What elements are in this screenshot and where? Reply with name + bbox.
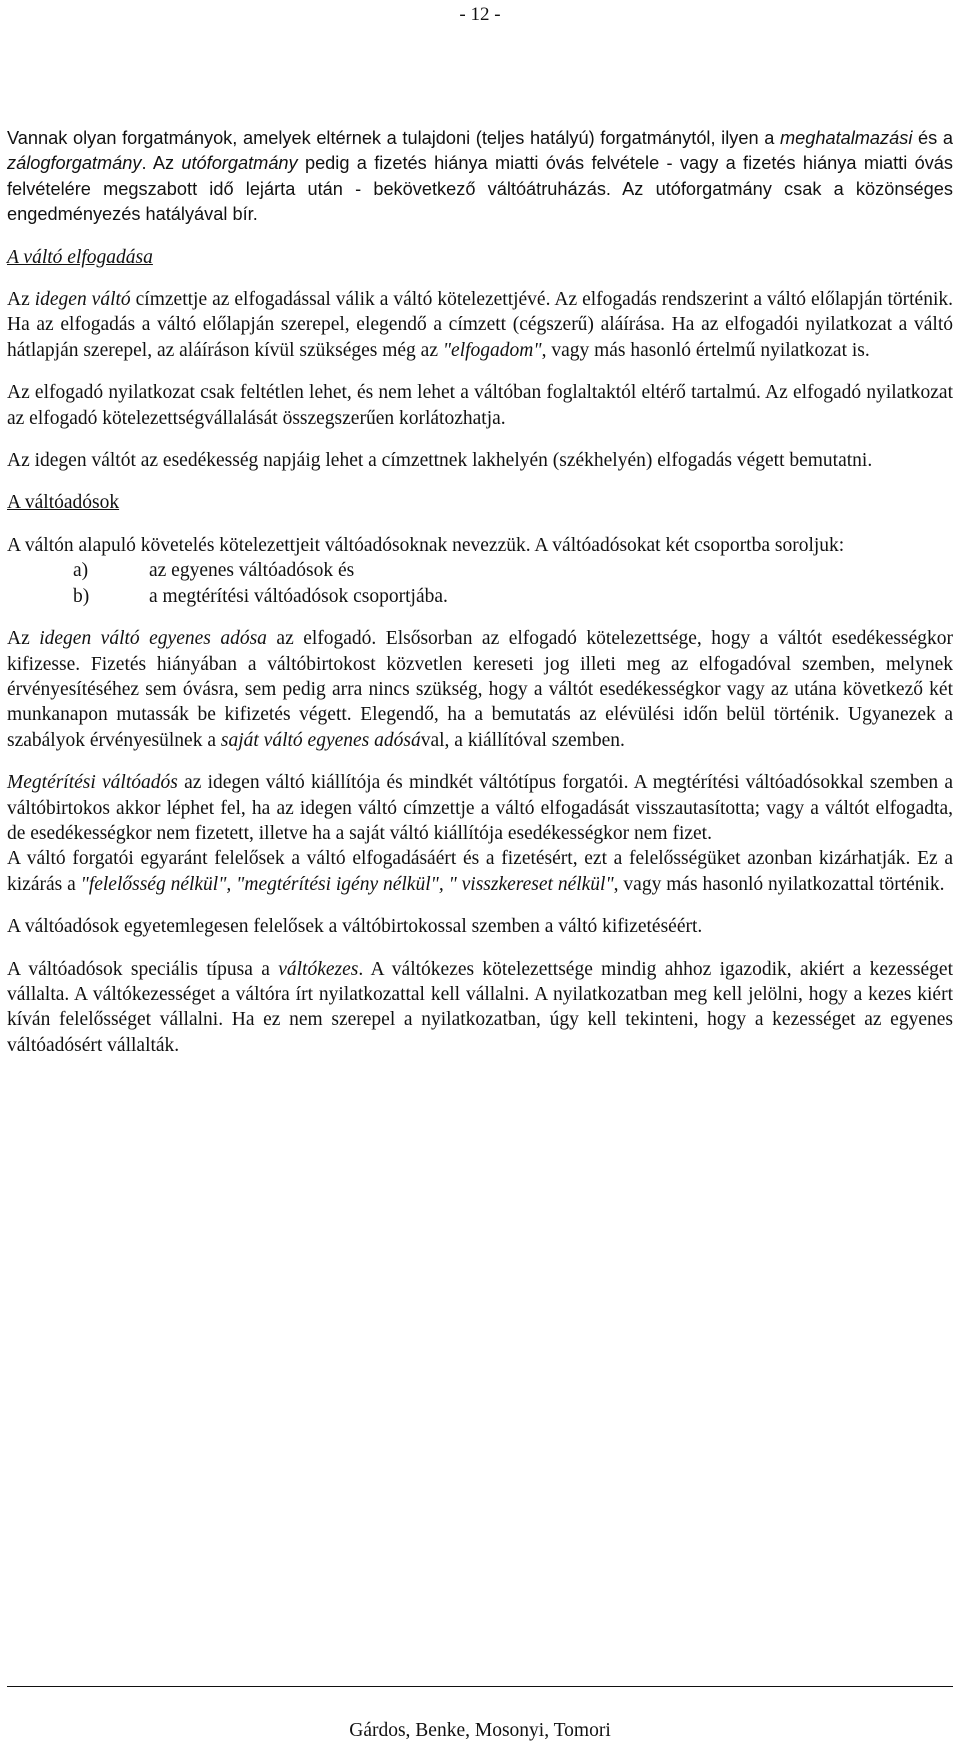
paragraph-egyenes-adosa: Az idegen váltó egyenes adósa az elfogadó. Elsősorban az elfogadó kötelezettsége, hogy a váltót esedékességkor kifizesse. Fizetés hiányában a váltóbirtokost közvetlen kereseti jog illeti meg az elfogadóval szemben, melynek érvényesítéséhez sem óvásra, sem pedig arra nincs szükség, hogy a váltót esedékességkor vagy az utána következő két munkanapon mutassák be kifizetés végett. Elegendő, ha a bemutatás az elévülési időn belül történik. Ugyanezek a szabályok érvényesülnek a saját váltó egyenes adósával, a kiállítóval szemben. bbox=[7, 628, 953, 751]
paragraph-megteritesi-valtoados: Megtérítési váltóadós az idegen váltó kiállítója és mindkét váltótípus forgatói. A megtérítési váltóadósokkal szemben a váltóbirtokos akkor léphet fel, ha az idegen váltó címzettje a váltó elfogadását visszautasította; vagy a váltót elfogadta, de esedékességkor nem fizetett, illetve ha a saját váltó kiállítója esedékességkor nem fizet. bbox=[7, 772, 953, 844]
paragraph-valtokezes: A váltóadósok speciális típusa a váltókezes. A váltókezes kötelezettsége mindig ahhoz igazodik, akiért a kezességet vállalta. A váltókezességet a váltóra írt nyilatkozattal kell vállalni. A nyilatkozatban meg kell jelölni, hogy a kezes kiért kíván felelősséget vállalni. Ha ez nem szerepel a nyilatkozatban, úgy kell tekinteni, hogy a kezességet az egyenes váltóadósért vállalták. bbox=[7, 958, 953, 1056]
paragraph-elfogado-nyilatkozat: Az elfogadó nyilatkozat csak feltétlen lehet, és nem lehet a váltóban foglaltaktól eltérő tartalmú. Az elfogadó nyilatkozat az elfogadó kötelezettségvállalását összegszerűen korlátozhatja. bbox=[7, 382, 953, 429]
paragraph-forgatok-felelossege: A váltó forgatói egyaránt felelősek a váltó elfogadásáért és a fizetésért, ezt a felelősségüket azonban kizárhatják. Ez a kizárás a "felelősség nélkül", "megtérítési igény nélkül", " visszkereset nélkül", vagy más hasonló nyilatkozattal történik. bbox=[7, 848, 953, 895]
paragraph-forgatmanyok: Vannak olyan forgatmányok, amelyek eltérnek a tulajdoni (teljes hatályú) forgatmánytól, ilyen a meghatalmazási és a zálogforgatmány. Az utóforgatmány pedig a fizetés hiánya miatti óvás felvétele - vagy a fizetés hiánya miatti óvás felvételére megszabott idő lejárta után - bekövetkező váltóátruházás. Az utóforgatmány csak a közönséges engedményezés hatályával bír. bbox=[7, 128, 953, 225]
list-text: az egyenes váltóadósok és bbox=[149, 560, 355, 582]
footer-divider bbox=[7, 1686, 953, 1687]
list-marker: b) bbox=[73, 585, 90, 607]
heading-valtoadosok: A váltóadósok bbox=[7, 492, 120, 514]
list-text: a megtérítési váltóadósok csoportjába. bbox=[149, 585, 448, 607]
heading-valto-elfogadasa: A váltó elfogadása bbox=[7, 246, 153, 268]
list-item bbox=[7, 584, 953, 609]
paragraph-bemutatas: Az idegen váltót az esedékesség napjáig lehet a címzettnek lakhelyén (székhelyén) elfogadás végett bemutatni. bbox=[7, 450, 873, 472]
list-item bbox=[7, 558, 953, 583]
page-number: - 12 - bbox=[459, 4, 501, 25]
paragraph-egyetemleges-felelosseg: A váltóadósok egyetemlegesen felelősek a váltóbirtokossal szemben a váltó kifizetéséért. bbox=[7, 916, 703, 938]
list-marker: a) bbox=[73, 560, 89, 582]
paragraph-elfogadas: Az idegen váltó címzettje az elfogadással válik a váltó kötelezettjévé. Az elfogadás rendszerint a váltó előlapján történik. Ha az elfogadás a váltó előlapján szerepel, elegendő a címzett (cégszerű) aláírása. Ha az elfogadói nyilatkozat a váltó hátlapján szerepel, az aláíráson kívül szükséges még az "elfogadom", vagy más hasonló értelmű nyilatkozat is. bbox=[7, 289, 953, 361]
paragraph-valtoadosok: A váltón alapuló követelés kötelezettjeit váltóadósoknak nevezzük. A váltóadósokat két csoportba soroljuk: bbox=[7, 534, 845, 556]
document-body bbox=[7, 126, 953, 1058]
footer-authors: Gárdos, Benke, Mosonyi, Tomori bbox=[349, 1720, 611, 1741]
